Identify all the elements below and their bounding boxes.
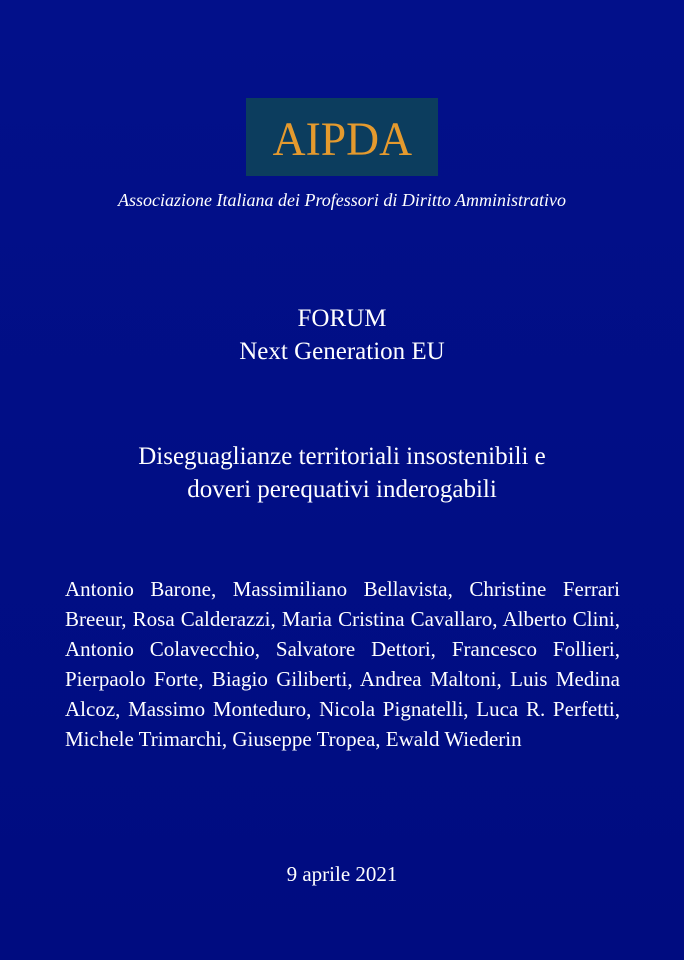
topic-line-1: Diseguaglianze territoriali insostenibili e: [138, 443, 546, 470]
forum-title-line-2: Next Generation EU: [239, 338, 445, 365]
author-list: Antonio Barone, Massimiliano Bellavista, Christine Ferrari Breeur, Rosa Calderazzi, Maria Cristina Cavallaro, Alberto Clini, Antonio Colavecchio, Salvatore Dettori, Francesco Follieri, Pierpaolo Forte, Biagio Giliberti, Andrea Maltoni, Luis Medina Alcoz, Massimo Monteduro, Nicola Pignatelli, Luca R. Perfetti, Michele Trimarchi, Giuseppe Tropea, Ewald Wiederin: [65, 577, 620, 751]
logo-text: AIPDA: [272, 113, 412, 166]
publication-date: 9 aprile 2021: [286, 862, 398, 886]
association-name: Associazione Italiana dei Professori di Diritto Amministrativo: [118, 190, 566, 210]
topic-line-2: doveri perequativi inderogabili: [187, 476, 497, 503]
aipda-logo: [246, 98, 438, 176]
forum-title-line-1: FORUM: [297, 305, 387, 332]
forum-title: [0, 302, 684, 368]
document-topic: [0, 440, 684, 506]
